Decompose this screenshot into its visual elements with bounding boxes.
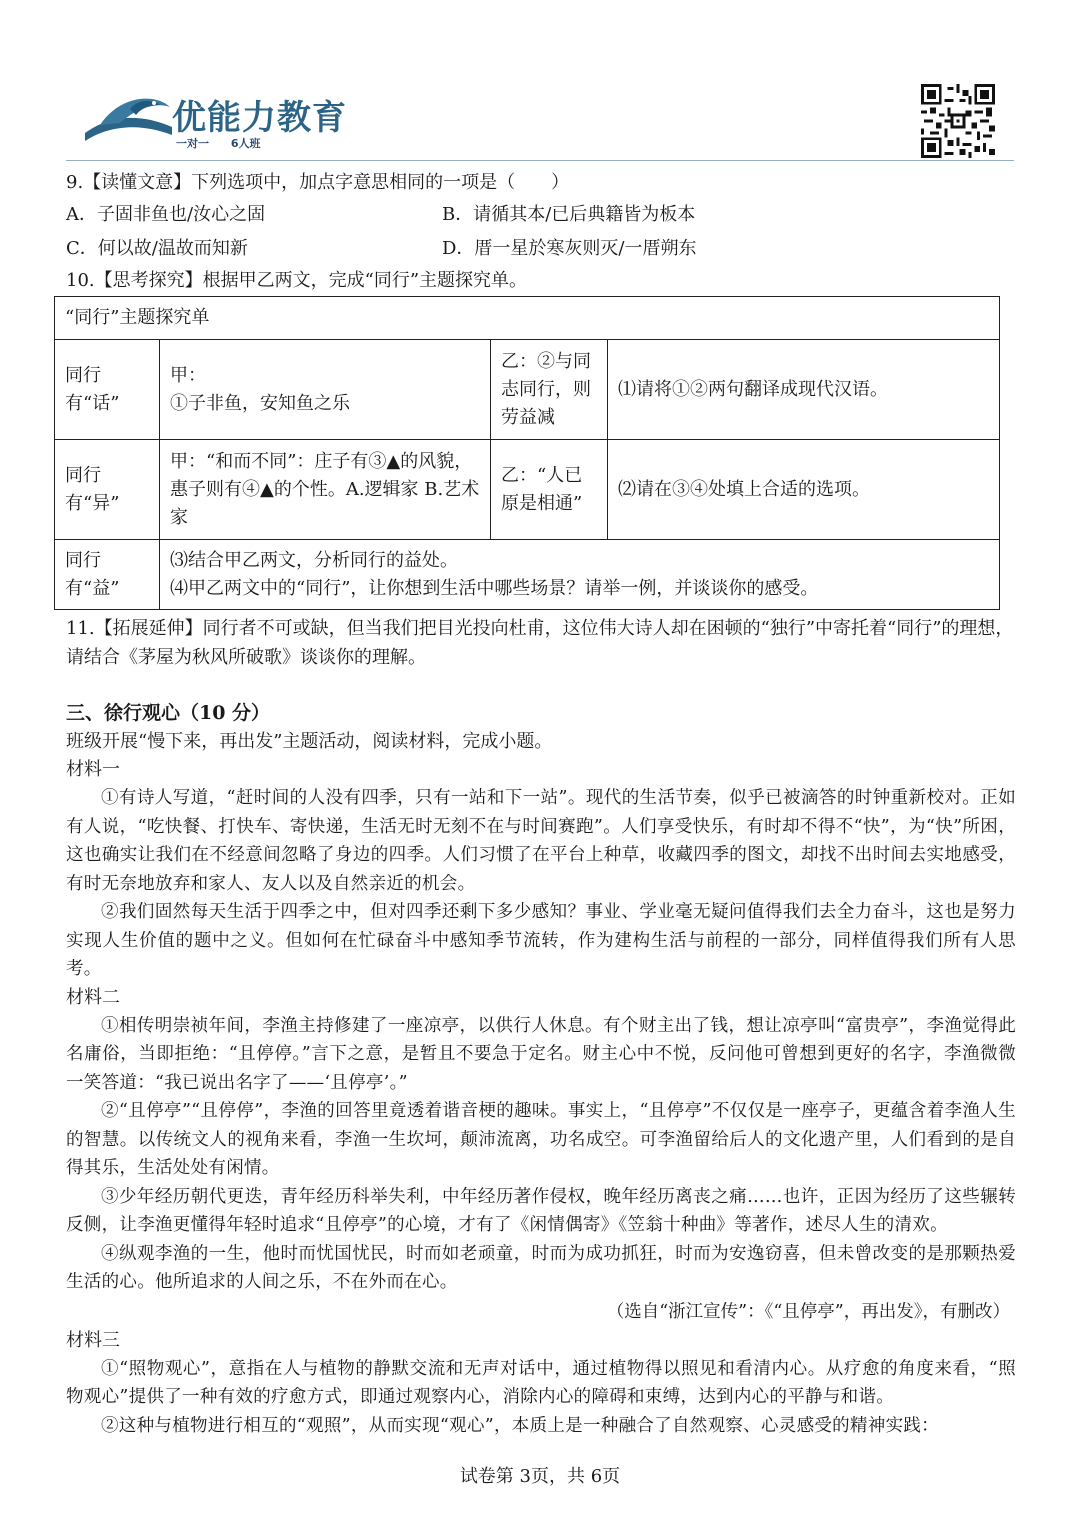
row2-label: 同行有“异” (55, 440, 160, 540)
brand-name: 优能力教育 (172, 98, 347, 138)
q9-option-a: A．子固非鱼也/汝心之固 (66, 204, 266, 225)
q9-option-d: D．厝一星於寒灰则灭/一厝朔东 (442, 238, 697, 259)
row1-label: 同行有“话” (55, 340, 160, 440)
material-2-para-2: ②“且停亭”“且停停”，李渔的回答里竟透着谐音梗的趣味。事实上，“且停亭”不仅仅是一座亭子，更蕴含着李渔人生的智慧。以传统文人的视角来看，李渔一生坎坷，颠沛流离，功名成空。可李渔留给后人的文化遗产里，人们看到的是自得其乐，生活处处有闲情。 (66, 1101, 1016, 1178)
material-2-source: （选自“浙江宣传”：《“且停亭”，再出发》，有删改） (606, 1301, 1010, 1322)
row3-tasks (160, 540, 1000, 610)
material-2-label: 材料二 (66, 986, 120, 1008)
section3-title: 三、徐行观心（10 分） (66, 702, 271, 724)
q9-options-row-1 (66, 198, 1016, 232)
header-divider (66, 160, 1014, 161)
q9-option-c: C．何以故/温故而知新 (66, 238, 248, 259)
material-3-para-1: ①“照物观心”，意指在人与植物的静默交流和无声对话中，通过植物得以照见和看清内心。从疗愈的角度来看，“照物观心”提供了一种有效的疗愈方式，即通过观察内心，消除内心的障碍和束缚，达到内心的平静与和谐。 (66, 1358, 1016, 1407)
row1-task: ⑴请将①②两句翻译成现代汉语。 (608, 340, 1000, 440)
row3-task-2: ⑷甲乙两文中的“同行”，让你想到生活中哪些场景？请举一例，并谈谈你的感受。 (170, 577, 819, 599)
q10-stem: 10.【思考探究】根据甲乙两文，完成“同行”主题探究单。 (66, 270, 528, 291)
q11-text: 11.【拓展延伸】同行者不可或缺，但当我们把目光投向杜甫，这位伟大诗人却在困顿的“独行”中寄托着“同行”的理想，请结合《茅屋为秋风所破歌》谈谈你的理解。 (66, 618, 1014, 668)
page-footer: 试卷第 3页，共 6页 (459, 1466, 621, 1487)
page-header (0, 0, 1080, 165)
material-1-para-1: ①有诗人写道，“赶时间的人没有四季，只有一站和下一站”。现代的生活节奏，似乎已被滴答的时钟重新校对。正如有人说，“吃快餐、打快车、寄快递，生活无时无刻不在与时间赛跑”。人们享受快乐，有时却不得不“快”，为“快”所困，这也确实让我们在不经意间忽略了身边的四季。人们习惯了在平台上种草，收藏四季的图文，却找不出时间去实地感受，有时无奈地放弃和家人、友人以及自然亲近的机会。 (66, 788, 1016, 894)
row3-label: 同行有“益” (55, 540, 160, 610)
material-2-para-4: ④纵观李渔的一生，他时而忧国忧民，时而如老顽童，时而为成功抓狂，时而为安逸窃喜，但未曾改变的是那颗热爱生活的心。他所追求的人间之乐，不在外而在心。 (66, 1243, 1016, 1292)
material-3-para-2: ②这种与植物进行相互的“观照”，从而实现“观心”，本质上是一种融合了自然观察、心灵感受的精神实践： (101, 1415, 939, 1436)
section3-intro: 班级开展“慢下来，再出发”主题活动，阅读材料，完成小题。 (66, 731, 553, 752)
q9-stem: 9.【读懂文意】下列选项中，加点字意思相同的一项是（ ） (66, 172, 570, 193)
qr-code-icon (920, 84, 996, 158)
material-1-para-2: ②我们固然每天生活于四季之中，但对四季还剩下多少感知？事业、学业毫无疑问值得我们去全力奋斗，这也是努力实现人生价值的题中之义。但如何在忙碌奋斗中感知季节流转，作为建构生活与前程的一部分，同样值得我们所有人思考。 (66, 902, 1016, 979)
q9-options-row-2 (66, 232, 1016, 266)
material-2-para-3: ③少年经历朝代更迭，青年经历科举失利，中年经历著作侵权，晚年经历离丧之痛……也许，正因为经历了这些辗转反侧，让李渔更懂得年轻时追求“且停亭”的心境，才有了《闲情偶寄》《笠翁十种曲》等著作，述尽人生的清欢。 (66, 1186, 1016, 1235)
inquiry-table (54, 296, 1000, 610)
row2-task: ⑵请在③④处填上合适的选项。 (608, 440, 1000, 540)
row2-yi: 乙：“人已原是相通” (491, 440, 608, 540)
material-2-para-1: ①相传明崇祯年间，李渔主持修建了一座凉亭，以供行人休息。有个财主出了钱，想让凉亭叫“富贵亭”，李渔觉得此名庸俗，当即拒绝：“且停停。”言下之意，是暂且不要急于定名。财主心中不悦，反问他可曾想到更好的名字，李渔微微一笑答道：“我已说出名字了——‘且停亭’。” (66, 1015, 1016, 1093)
brand-tagline: 一对一 6人班 (176, 137, 261, 150)
inquiry-table-title: “同行”主题探究单 (55, 297, 1000, 340)
exam-content (66, 168, 1016, 1440)
q9-option-b: B．请循其本/已后典籍皆为板本 (442, 204, 696, 225)
row3-task-1: ⑶结合甲乙两文，分析同行的益处。 (170, 549, 458, 571)
row1-jia: 甲： ①子非鱼，安知鱼之乐 (160, 340, 491, 440)
material-3-label: 材料三 (66, 1329, 120, 1351)
row1-yi: 乙：②与同志同行，则劳益减 (491, 340, 608, 440)
row2-jia: 甲：“和而不同”：庄子有③▲的风貌，惠子则有④▲的个性。A.逻辑家 B.艺术家 (160, 440, 491, 540)
material-1-label: 材料一 (66, 759, 120, 780)
